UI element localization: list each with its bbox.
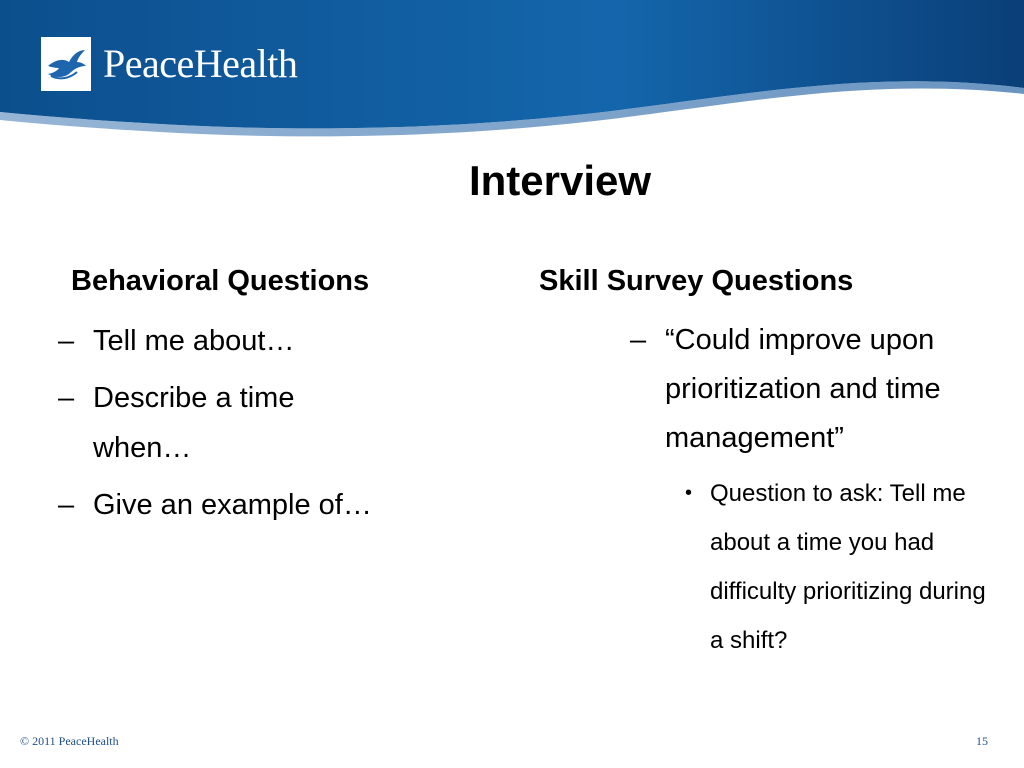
slide-title: Interview bbox=[468, 157, 652, 204]
list-item bbox=[58, 316, 388, 366]
footer-copyright: © 2011 PeaceHealth bbox=[20, 734, 119, 748]
list-item-text: Give an example of… bbox=[93, 489, 372, 521]
list-item bbox=[630, 316, 1010, 665]
dash-marker: – bbox=[58, 325, 75, 357]
behavioral-questions-heading: Behavioral Questions bbox=[71, 265, 370, 297]
list-item bbox=[58, 373, 388, 473]
sub-list-item-text: Question to ask: Tell me about a time you had difficulty prioritizing during a shift? bbox=[710, 480, 986, 654]
peacehealth-logo bbox=[41, 37, 297, 91]
bullet-marker: • bbox=[685, 482, 693, 504]
sub-list bbox=[685, 469, 995, 665]
logo-text: PeaceHealth bbox=[103, 41, 298, 86]
list-item-text: Describe a time when… bbox=[93, 382, 295, 464]
dash-marker: – bbox=[58, 489, 75, 521]
skill-survey-list bbox=[630, 316, 1010, 665]
dash-marker: – bbox=[58, 382, 75, 414]
skill-survey-questions-heading: Skill Survey Questions bbox=[539, 265, 854, 297]
list-item bbox=[58, 480, 388, 530]
list-item-text: “Could improve upon prioritization and time management” bbox=[665, 324, 941, 454]
list-item-text: Tell me about… bbox=[93, 325, 295, 357]
behavioral-questions-list bbox=[58, 316, 388, 537]
dove-icon bbox=[41, 37, 91, 91]
dash-marker: – bbox=[630, 324, 647, 356]
page-number: 15 bbox=[976, 734, 988, 748]
sub-list-item bbox=[685, 469, 995, 665]
